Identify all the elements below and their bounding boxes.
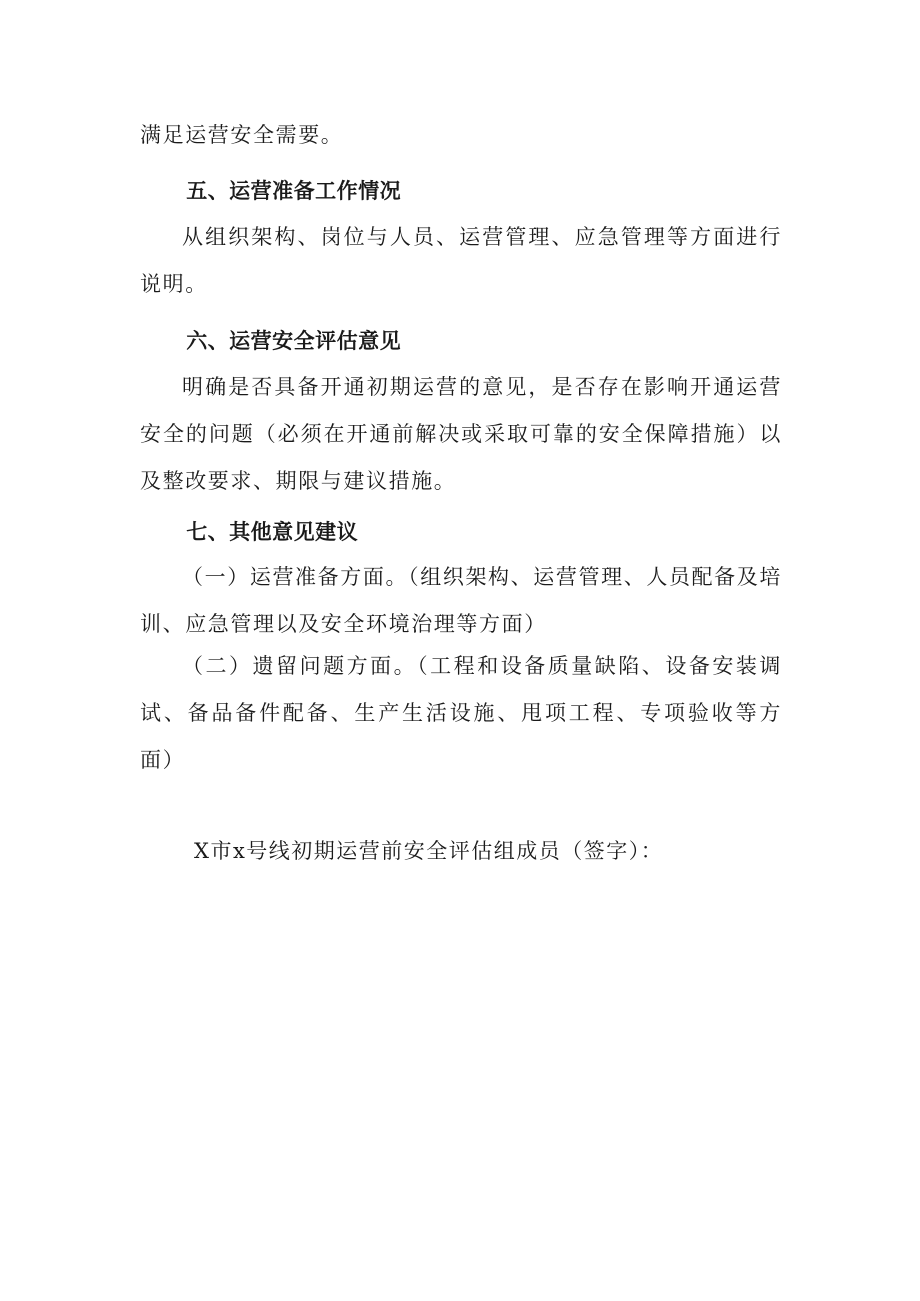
section-heading-other-suggestions: 七、其他意见建议	[186, 520, 359, 544]
section-heading-preparation: 五、运营准备工作情况	[186, 179, 402, 203]
signature-line: X市x号线初期运营前安全评估组成员（签字）：	[194, 839, 664, 863]
section-paragraph-assessment-opinion: 明确是否具备开通初期运营的意见，是否存在影响开通运营安全的问题（必须在开通前解决或采取可靠的安全保障措施）以及整改要求、期限与建议措施。	[140, 375, 782, 493]
continuation-paragraph: 满足运营安全需要。	[140, 123, 344, 147]
subsection-legacy-issues: （二）遗留问题方面。（工程和设备质量缺陷、设备安装调试、备品备件配备、生产生活设施、甩项工程、专项验收等方面）	[140, 654, 782, 772]
subsection-operation-preparation: （一）运营准备方面。（组织架构、运营管理、人员配备及培训、应急管理以及安全环境治理等方面）	[140, 565, 782, 636]
section-heading-assessment-opinion: 六、运营安全评估意见	[186, 329, 402, 353]
section-paragraph-preparation: 从组织架构、岗位与人员、运营管理、应急管理等方面进行说明。	[140, 225, 782, 296]
